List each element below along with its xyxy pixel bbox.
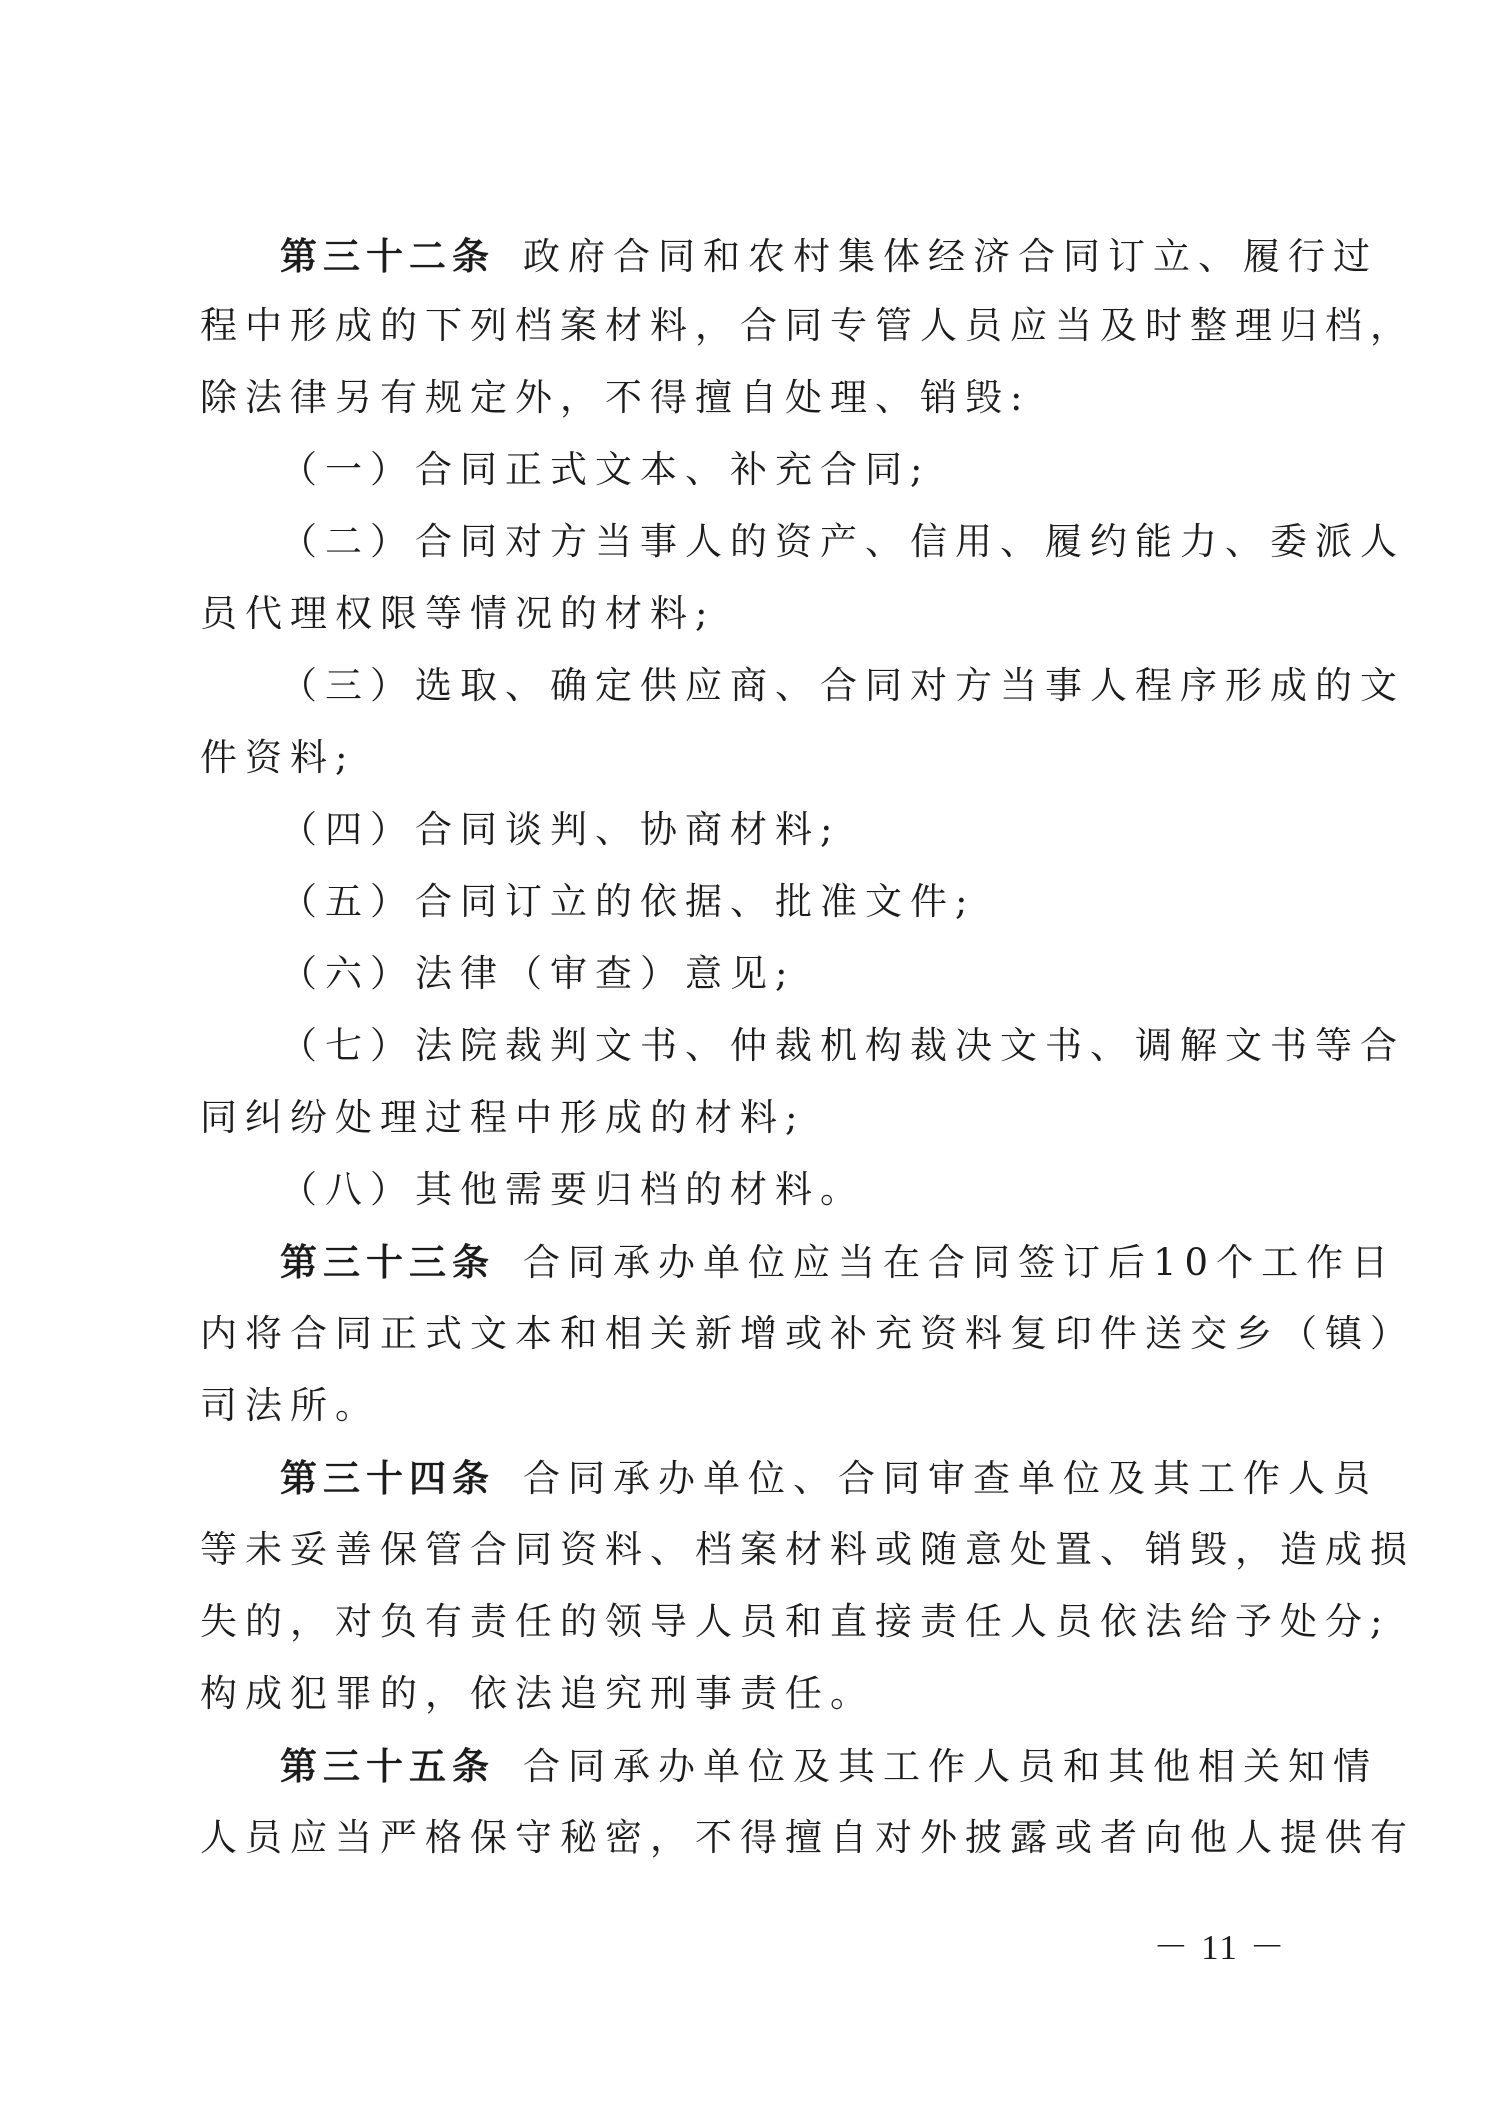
article-35-first-line [280, 1742, 1378, 1791]
article-34-first-line [280, 1454, 1378, 1503]
article-32-line-3: 除法律另有规定外，不得擅自处理、销毁: [200, 376, 1031, 419]
article-32-item-2-cont: 员代理权限等情况的材料; [200, 592, 716, 635]
article-32-title: 第三十二条 [280, 234, 495, 278]
article-34-line-3: 失的，对负有责任的领导人员和直接责任人员依法给予处分; [200, 1600, 1391, 1643]
article-34-title: 第三十四条 [280, 1456, 495, 1500]
article-33-first-line [280, 1238, 1397, 1287]
article-35-text: 合同承办单位及其工作人员和其他相关知情 [523, 1745, 1378, 1788]
article-32-item-4: （四）合同谈判、协商材料; [280, 808, 841, 851]
article-33-title: 第三十三条 [280, 1240, 495, 1284]
article-32-item-2: （二）合同对方当事人的资产、信用、履约能力、委派人 [280, 520, 1405, 563]
article-32-item-6: （六）法律（审查）意见; [280, 952, 796, 995]
article-32-item-8: （八）其他需要归档的材料。 [280, 1168, 865, 1211]
article-35-line-2: 人员应当严格保守秘密，不得擅自对外披露或者向他人提供有 [200, 1816, 1415, 1859]
article-34-text: 合同承办单位、合同审查单位及其工作人员 [523, 1457, 1378, 1500]
article-32-item-1: （一）合同正式文本、补充合同; [280, 448, 931, 491]
article-32-item-7: （七）法院裁判文书、仲裁机构裁决文书、调解文书等合 [280, 1024, 1405, 1067]
article-32-line-2: 程中形成的下列档案材料，合同专管人员应当及时整理归档， [200, 304, 1415, 347]
article-33-text: 合同承办单位应当在合同签订后10个工作日 [523, 1241, 1397, 1284]
page-number: － 11 － [1153, 1928, 1287, 1967]
article-34-line-4: 构成犯罪的，依法追究刑事责任。 [200, 1672, 875, 1715]
article-32-item-3-cont: 件资料; [200, 736, 356, 779]
article-34-line-2: 等未妥善保管合同资料、档案材料或随意处置、销毁，造成损 [200, 1528, 1415, 1571]
article-32-first-line [280, 232, 1378, 281]
article-32-item-5: （五）合同订立的依据、批准文件; [280, 880, 976, 923]
article-32-text: 政府合同和农村集体经济合同订立、履行过 [523, 235, 1378, 278]
article-35-title: 第三十五条 [280, 1744, 495, 1788]
article-32-item-3: （三）选取、确定供应商、合同对方当事人程序形成的文 [280, 664, 1405, 707]
article-33-line-3: 司法所。 [200, 1384, 380, 1427]
article-33-line-2: 内将合同正式文本和相关新增或补充资料复印件送交乡（镇） [200, 1312, 1415, 1355]
article-32-item-7-cont: 同纠纷处理过程中形成的材料; [200, 1096, 806, 1139]
